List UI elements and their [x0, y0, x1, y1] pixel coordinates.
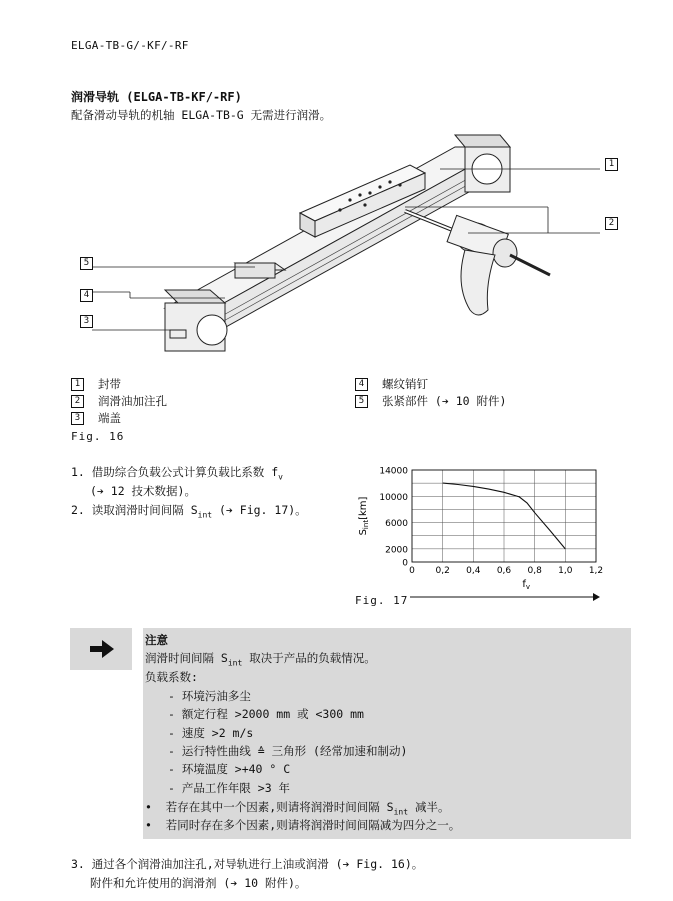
legend-number: 2 — [71, 395, 84, 408]
note-line-1 — [145, 650, 376, 667]
note-factors-label: 负载系数: — [145, 670, 198, 684]
x-tick-label: 0,6 — [496, 566, 512, 576]
note-factor: - 速度 >2 m/s — [168, 726, 254, 740]
document-code: ELGA-TB-G/-KF/-RF — [71, 39, 189, 52]
note-factor: - 产品工作年限 >3 年 — [168, 781, 291, 795]
note-line-1-post: 取决于产品的负载情况。 — [242, 651, 376, 665]
legend-item-5 — [355, 393, 506, 409]
note-factor: - 额定行程 >2000 mm 或 <300 mm — [168, 707, 364, 721]
figure-16-caption: Fig. 16 — [71, 430, 125, 443]
step-2-sub: int — [197, 510, 213, 520]
note-bullet-1-text: 若存在其中一个因素,则请将润滑时间间隔 S — [165, 800, 394, 814]
legend-label: 螺纹销钉 — [382, 377, 428, 391]
x-tick-labels — [409, 566, 603, 576]
step-2-text: 2. 读取润滑时间间隔 S — [71, 503, 198, 517]
y-tick-label: 2000 — [385, 545, 408, 556]
x-tick-label: 0,8 — [527, 566, 542, 576]
y-tick-label: 14000 — [379, 466, 408, 477]
step-2-ref: (➔ Fig. 17)。 — [212, 503, 307, 517]
legend-number: 4 — [355, 378, 368, 391]
step-3-ref: 附件和允许使用的润滑剂 (➔ 10 附件)。 — [90, 876, 307, 890]
legend-number: 1 — [71, 378, 84, 391]
arrow-line — [410, 592, 600, 602]
y-tick-label: 0 — [402, 558, 408, 569]
legend-item-4 — [355, 376, 428, 392]
step-1 — [71, 464, 283, 481]
note-bullet-1-post: 减半。 — [408, 800, 450, 814]
x-tick-label: 0,4 — [466, 566, 481, 576]
step-2 — [71, 502, 307, 519]
x-tick-label: 0 — [409, 566, 415, 576]
legend-item-3 — [71, 410, 121, 426]
callout-5 — [80, 254, 93, 270]
callout-3 — [80, 312, 93, 328]
note-bullet-1 — [145, 799, 449, 816]
x-tick-label: 1,2 — [588, 566, 604, 576]
figure-16-drawing — [70, 125, 630, 360]
legend-label: 端盖 — [98, 411, 121, 425]
section-subtitle: 配备滑动导轨的机轴 ELGA-TB-G 无需进行润滑。 — [71, 108, 332, 122]
legend-label: 封带 — [98, 377, 121, 391]
note-line-1-text: 润滑时间间隔 S — [145, 651, 228, 665]
step-3: 3. 通过各个润滑油加注孔,对导轨进行上油或润滑 (➔ Fig. 16)。 — [71, 857, 424, 871]
callout-4-number: 4 — [80, 289, 93, 302]
figure-17-chart — [350, 460, 610, 595]
section-title: 润滑导轨 (ELGA-TB-KF/-RF) — [71, 90, 242, 104]
bullet-icon: • — [145, 800, 166, 814]
note-factor: - 环境污油多尘 — [168, 689, 251, 703]
y-tick-label: 10000 — [379, 492, 408, 503]
step-1-sub: v — [278, 472, 283, 482]
callout-4 — [80, 286, 93, 302]
y-axis-label: $S_{int}[km]$ — [358, 496, 370, 536]
note-bullet-1-sub: int — [393, 807, 409, 817]
note-arrow-panel — [70, 628, 132, 670]
callout-2-number: 2 — [605, 217, 618, 230]
legend-item-1 — [71, 376, 121, 392]
y-tick-label: 6000 — [385, 519, 408, 530]
note-box — [70, 628, 631, 839]
y-tick-labels — [379, 467, 408, 569]
note-factor: - 运行特性曲线 ≙ 三角形 (经常加速和制动) — [168, 744, 408, 758]
callout-1 — [605, 155, 618, 171]
callout-3-number: 3 — [80, 315, 93, 328]
x-axis-label: $f_v$ — [522, 579, 531, 591]
callout-1-number: 1 — [605, 158, 618, 171]
note-bullet-2-text: 若同时存在多个因素,则请将润滑时间间隔减为四分之一。 — [165, 818, 461, 832]
callout-2 — [605, 214, 618, 230]
step-1-ref: (➔ 12 技术数据)。 — [90, 484, 196, 498]
legend-label: 润滑油加注孔 — [98, 394, 167, 408]
note-title: 注意 — [145, 633, 168, 647]
step-1-text: 1. 借助综合负载公式计算负载比系数 f — [71, 465, 279, 479]
callout-5-number: 5 — [80, 257, 93, 270]
x-tick-label: 1,0 — [558, 566, 573, 576]
note-line-1-sub: int — [227, 658, 243, 668]
legend-label: 张紧部件 (➔ 10 附件) — [382, 394, 507, 408]
figure-17-caption: Fig. 17 — [355, 594, 409, 607]
note-bullet-2 — [145, 817, 460, 833]
legend-item-2 — [71, 393, 167, 409]
chart-grid — [412, 470, 596, 562]
legend-number: 5 — [355, 395, 368, 408]
legend-number: 3 — [71, 412, 84, 425]
x-tick-label: 0,2 — [435, 566, 450, 576]
arrow-right-icon — [70, 628, 132, 670]
bullet-icon: • — [145, 818, 166, 832]
note-factor: - 环境温度 >+40 ° C — [168, 762, 291, 776]
